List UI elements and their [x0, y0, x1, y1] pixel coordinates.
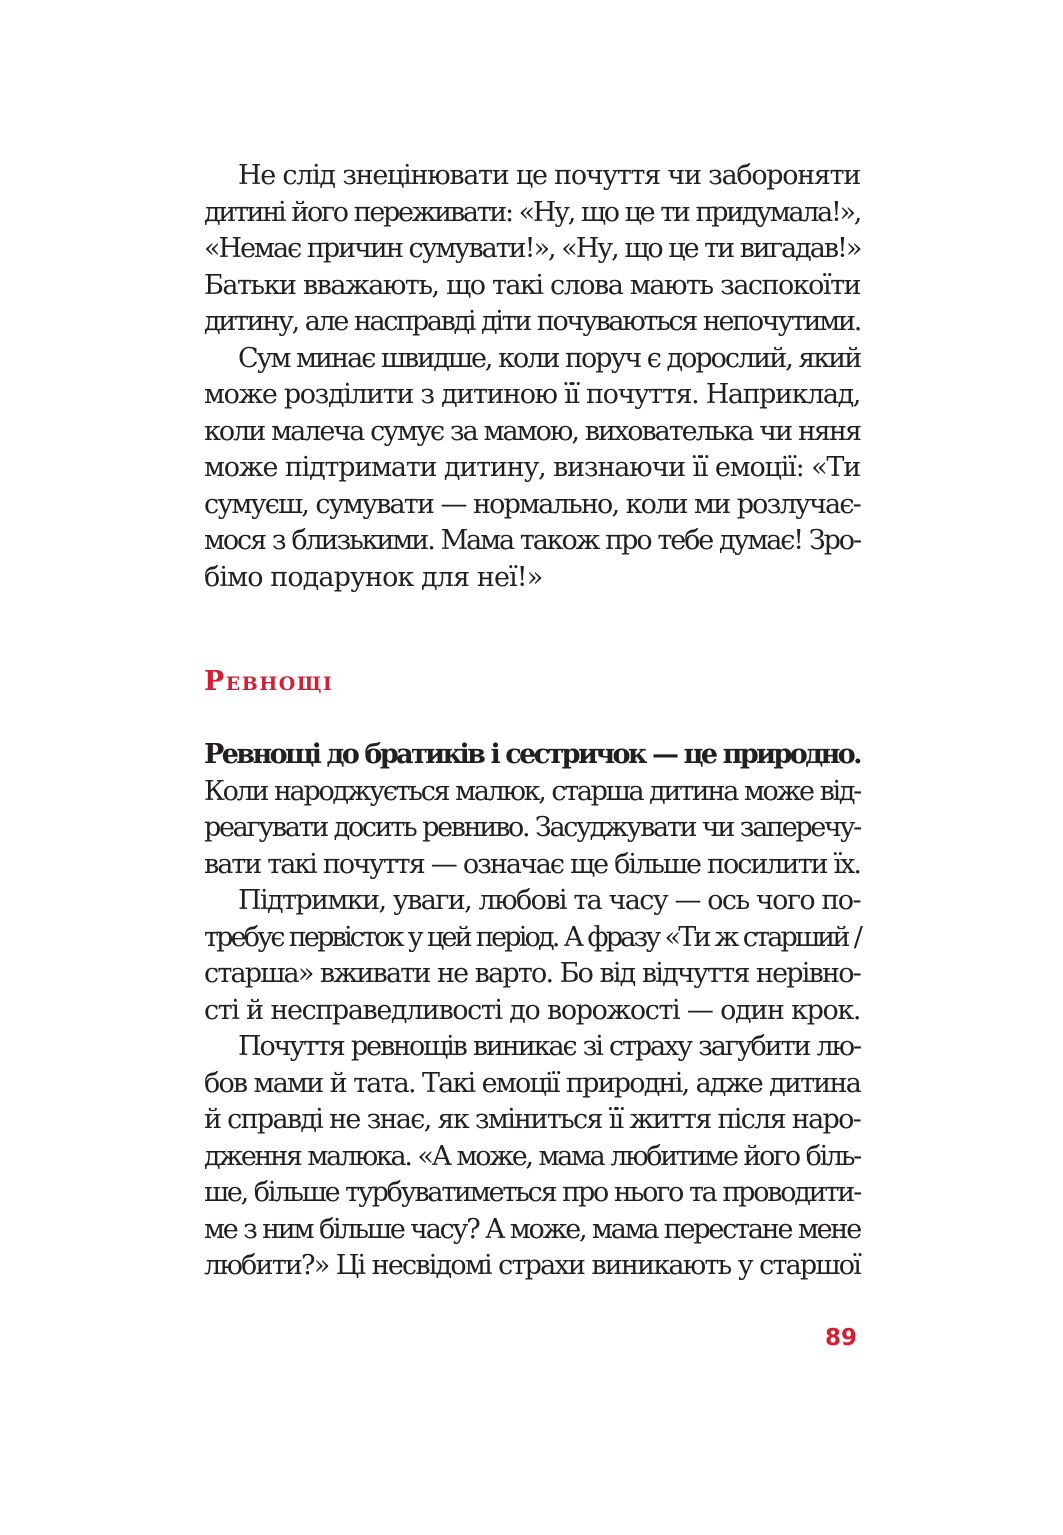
text-line: ме з ним більше часу? А може, мама перестане мене: [204, 1213, 860, 1245]
text-line: мося з близькими. Мама також про тебе думає! Зро-: [204, 525, 860, 556]
text-line: може розділити з дитиною її почуття. Наприклад,: [204, 379, 860, 410]
page-body: [204, 158, 860, 1285]
text-line: бімо подарунок для неї!»: [204, 561, 543, 593]
text-line: реагувати досить ревниво. Засуджувати чи заперечу-: [204, 812, 860, 843]
paragraph-2: [204, 341, 860, 597]
text-line: й справді не знає, як зміниться її життя після наро-: [204, 1104, 861, 1135]
text-line: може підтримати дитину, визнаючи її емоції: «Ти: [204, 452, 860, 483]
paragraph-3: [204, 737, 860, 883]
text-line: ше, більше турбуватиметься про нього та проводити-: [204, 1177, 860, 1208]
text-line: Коли народжується малюк, старша дитина може від-: [204, 775, 860, 807]
text-line: Почуття ревнощів виникає зі страху загубити лю-: [238, 1031, 860, 1062]
text-line: Батьки вважають, що такі слова мають заспокоїти: [204, 269, 860, 301]
lead-sentence: Ревнощі до братиків і сестричок — це природно.: [204, 739, 860, 770]
text-line: сті й несправедливості до ворожості — один крок.: [204, 994, 860, 1026]
paragraph-5: [204, 1029, 860, 1285]
text-line: дження малюка. «А може, мама любитиме його біль-: [204, 1140, 860, 1172]
text-line: коли малеча сумує за мамою, вихователька чи няня: [204, 415, 860, 447]
text-line: дитину, але насправді діти почуваються непочутими.: [204, 306, 860, 337]
text-line: вати такі почуття — означає ще більше посилити їх.: [204, 848, 860, 880]
page-number: 89: [824, 1325, 857, 1351]
text-line: сумуєш, сумувати — нормально, коли ми розлучає-: [204, 488, 860, 520]
paragraph-4: [204, 883, 860, 1029]
text-line: требує первісток у цей період. А фразу «Ти ж старший /: [204, 921, 860, 953]
text-line: «Немає причин сумувати!», «Ну, що це ти вигадав!»: [204, 233, 861, 264]
paragraph-1: [204, 158, 860, 341]
text-line: Підтримки, уваги, любові та часу — ось чого по-: [238, 885, 860, 916]
section-heading: Ревнощі: [204, 666, 334, 697]
text-line: старша» вживати не варто. Бо від відчуття нерівно-: [204, 958, 860, 989]
text-line: дитині його переживати: «Ну, що це ти придумала!»,: [204, 196, 860, 228]
text-line: любити?» Ці несвідомі страхи виникають у старшої: [204, 1250, 860, 1281]
text-line: Сум минає швидше, коли поруч є дорослий, який: [238, 342, 861, 374]
text-line: Не слід знецінювати це почуття чи забороняти: [238, 160, 860, 191]
text-line: бов мами й тата. Такі емоції природні, адже дитина: [204, 1067, 860, 1099]
